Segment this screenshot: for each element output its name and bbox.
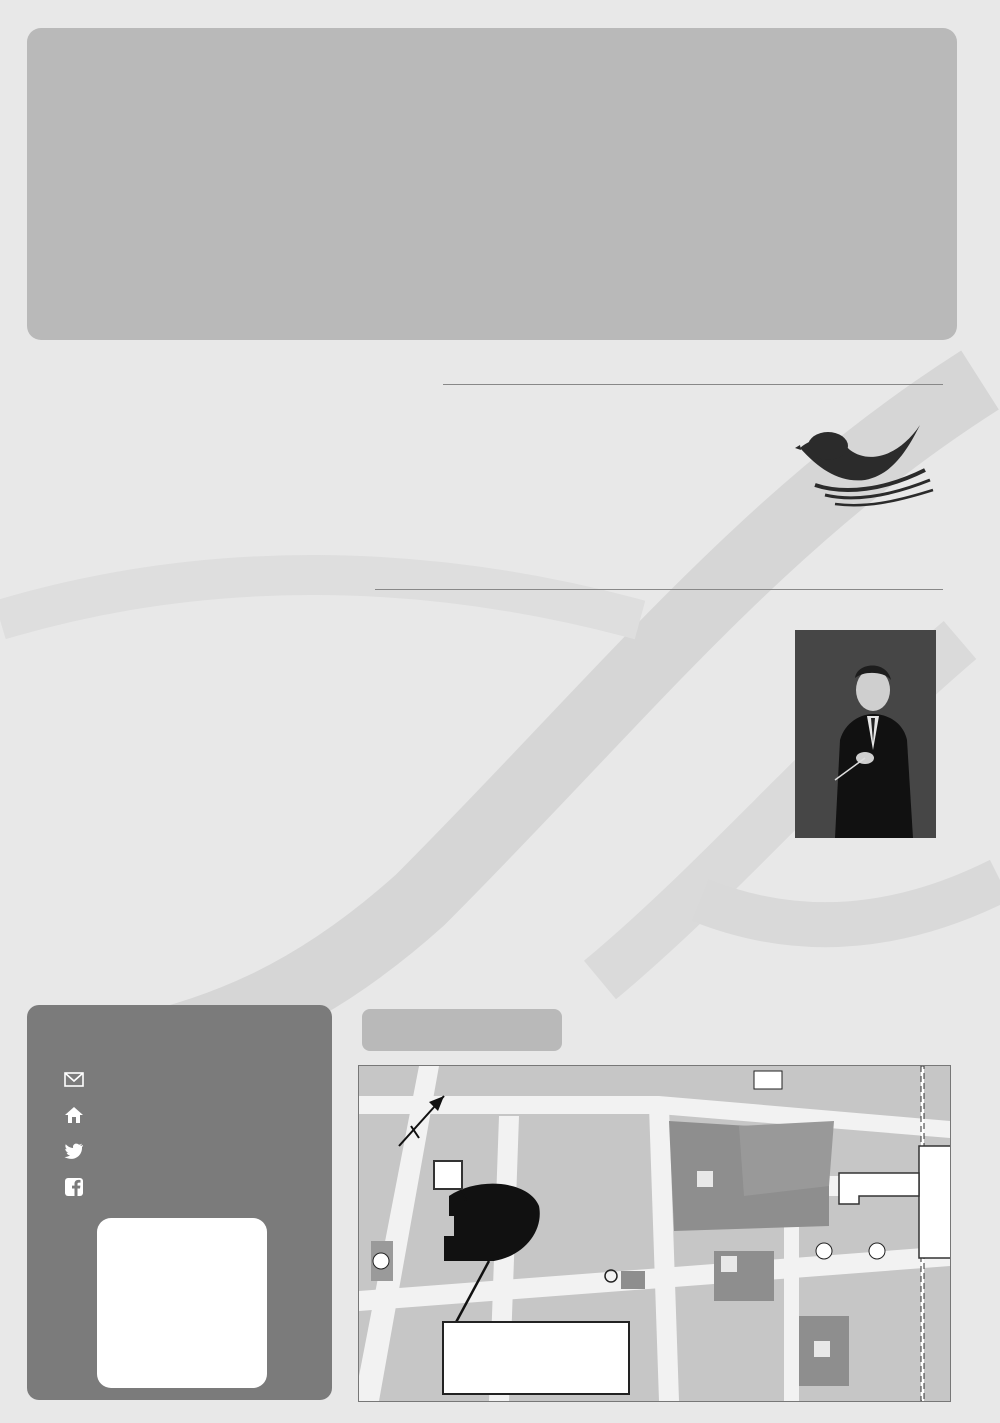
glauben-bird-logo — [795, 410, 945, 510]
photo-spacer — [788, 628, 948, 838]
twitter-icon — [64, 1141, 84, 1161]
qr-code[interactable] — [97, 1218, 267, 1388]
venue-label — [362, 1009, 562, 1051]
mail-icon — [64, 1069, 84, 1089]
intro-box — [27, 28, 957, 340]
qr-code-pattern — [97, 1218, 267, 1388]
ensemble-rule — [443, 384, 943, 385]
conductor-bio — [38, 628, 948, 838]
venue-map — [358, 1065, 951, 1402]
home-icon — [64, 1105, 84, 1125]
conductor-rule — [375, 589, 943, 590]
facebook-icon — [64, 1177, 84, 1197]
conductor-heading — [38, 571, 46, 600]
